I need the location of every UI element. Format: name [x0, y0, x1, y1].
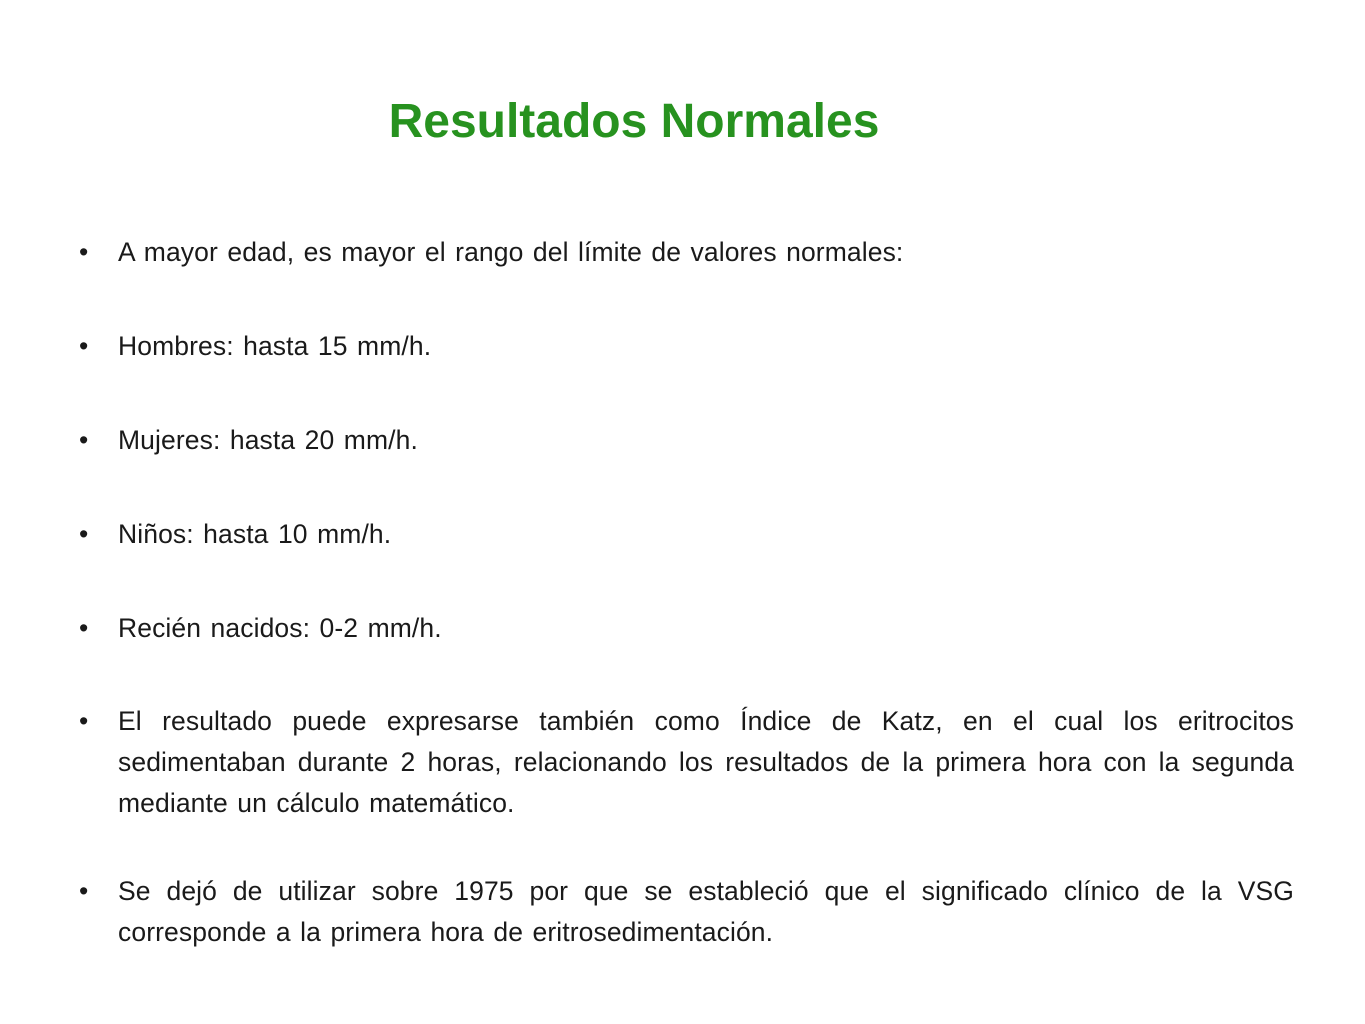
bullet-text: Niños: hasta 10 mm/h. — [118, 519, 392, 549]
bullet-list — [79, 232, 1294, 1006]
bullet-icon: • — [79, 237, 89, 267]
bullet-icon: • — [79, 519, 89, 549]
bullet-text: A mayor edad, es mayor el rango del límite de valores normales: — [118, 237, 904, 267]
bullet-text: Recién nacidos: 0-2 mm/h. — [118, 613, 442, 643]
slide-title: Resultados Normales — [388, 95, 880, 148]
bullet-item-katz-index — [79, 701, 1294, 824]
bullet-item-discontinued — [79, 871, 1294, 953]
bullet-icon: • — [79, 706, 89, 736]
bullet-item-age-range — [79, 232, 1294, 273]
bullet-icon: • — [79, 876, 89, 906]
bullet-text: Se dejó de utilizar sobre 1975 por que se estableció que el significado clínico de la VSG corresponde a la primera hora de eritrosedimentación. — [118, 876, 1294, 947]
bullet-text: Mujeres: hasta 20 mm/h. — [118, 425, 418, 455]
bullet-icon: • — [79, 613, 89, 643]
bullet-text: El resultado puede expresarse también como Índice de Katz, en el cual los eritrocitos sedimentaban durante 2 horas, relacionando los resultados de la primera hora con la segunda mediante un cálculo matemático. — [118, 706, 1294, 818]
bullet-item-women — [79, 420, 1294, 461]
bullet-item-children — [79, 514, 1294, 555]
bullet-item-newborns — [79, 608, 1294, 649]
bullet-icon: • — [79, 331, 89, 361]
bullet-text: Hombres: hasta 15 mm/h. — [118, 331, 432, 361]
bullet-icon: • — [79, 425, 89, 455]
bullet-item-men — [79, 326, 1294, 367]
